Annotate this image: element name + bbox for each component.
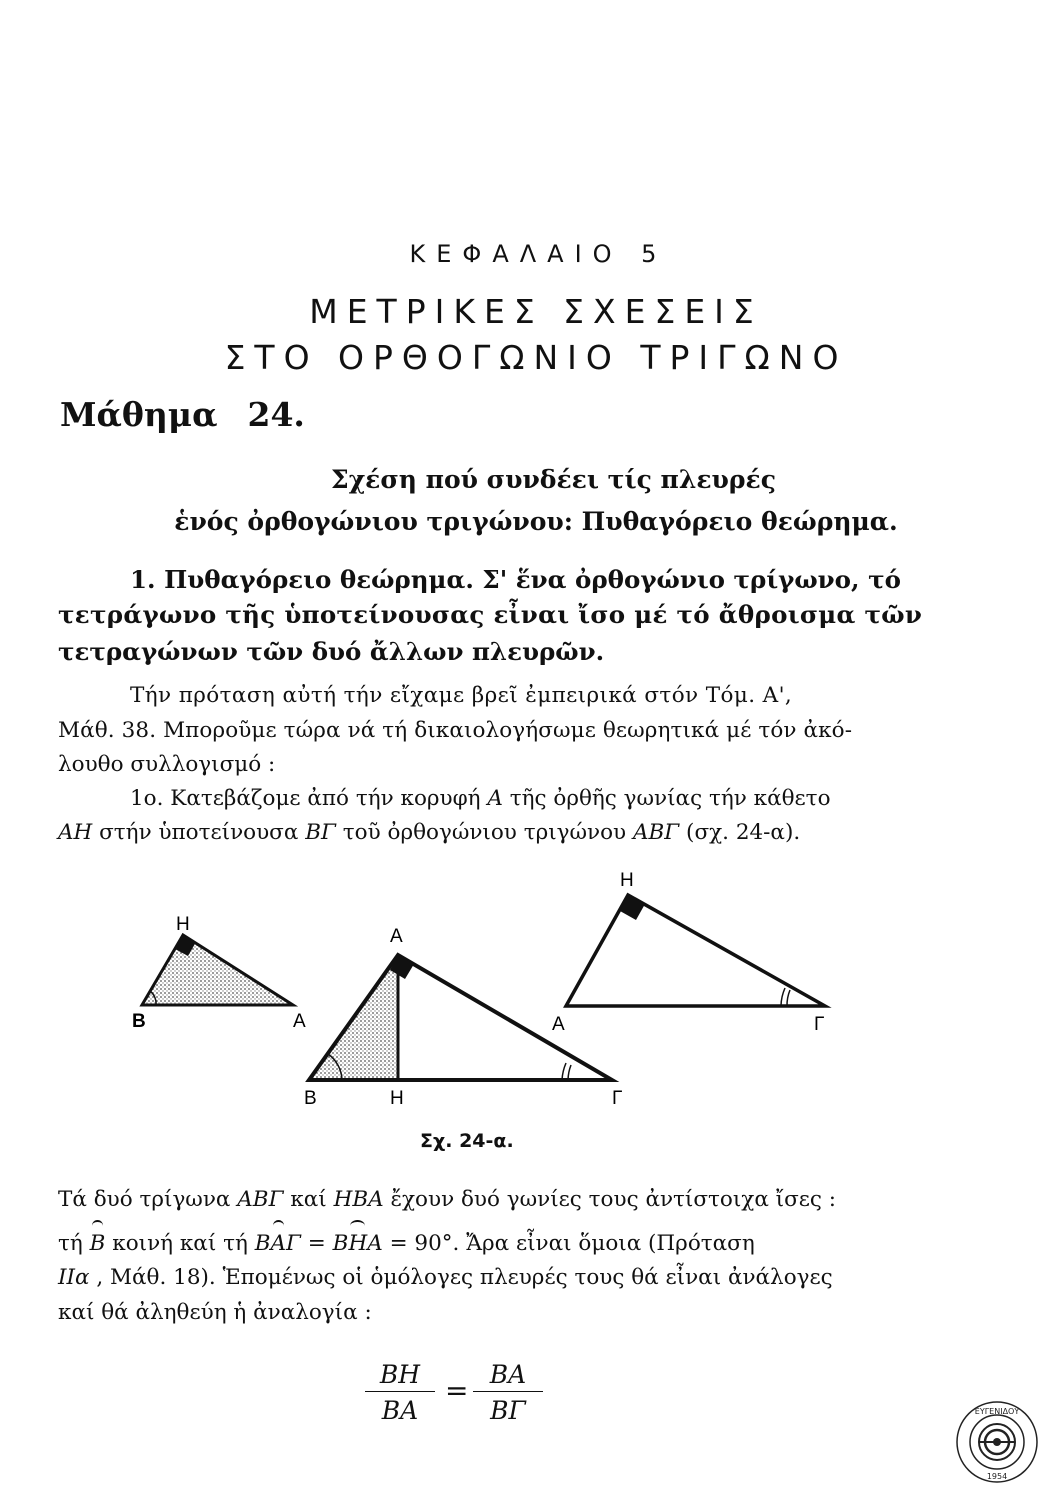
fraction-right bbox=[473, 1360, 543, 1425]
step1-line-1 bbox=[130, 786, 831, 811]
middle-label-H: Η bbox=[390, 1088, 404, 1109]
p2-text-g: , Μάθ. 18). Ἑπομένως οἱ ὁμόλογες πλευρές τους θά εἶναι ἀνάλογες bbox=[89, 1265, 833, 1290]
angle-BAG-last: Γ bbox=[286, 1231, 301, 1256]
proposition-ref: ΙΙα bbox=[58, 1265, 90, 1290]
right-label-A: Α bbox=[552, 1014, 565, 1035]
paragraph1-line-2: Μάθ. 38. Μποροῦμε τώρα νά τή δικαιολογήσωμε θεωρητικά μέ τόν ἀκό- bbox=[58, 718, 853, 743]
proportion-equals: = bbox=[445, 1374, 469, 1407]
equals-sign: = bbox=[300, 1231, 333, 1256]
p2-text-c: ἔχουν δυό γωνίες τους ἀντίστοιχα ἴσες : bbox=[383, 1187, 837, 1212]
angle-BHA-vertex: Η bbox=[348, 1231, 368, 1256]
paragraph1-line-3: λουθο συλλογισμό : bbox=[58, 752, 276, 777]
chapter-title-line-1: ΜΕΤΡΙΚΕΣ ΣΧΕΣΕΙΣ bbox=[309, 292, 763, 331]
step1-text-e: (σχ. 24-α). bbox=[679, 820, 801, 845]
p2-text-f: = 90°. Ἄρα εἶναι ὅμοια (Πρόταση bbox=[382, 1231, 755, 1256]
paragraph1-line-1: Τήν πρόταση αὐτή τήν εἴχαμε βρεῖ ἐμπειρικά στόν Τόμ. Α', bbox=[130, 683, 793, 708]
paragraph2-line-3 bbox=[58, 1265, 833, 1290]
fraction-left-denominator: ΒΑ bbox=[381, 1396, 419, 1425]
paragraph2-line-4: καί θά ἀληθεύη ἡ ἀναλογία : bbox=[58, 1300, 372, 1325]
left-label-H: Η bbox=[176, 914, 190, 935]
angle-BAG-first: Β bbox=[254, 1231, 271, 1256]
lesson-heading bbox=[60, 395, 305, 434]
middle-angle-G-arc-2 bbox=[562, 1063, 566, 1080]
right-label-H: Η bbox=[620, 870, 634, 891]
p2-text-e: κοινή καί τή bbox=[105, 1231, 255, 1256]
figure-caption: Σχ. 24-α. bbox=[420, 1130, 514, 1152]
angle-BAG bbox=[255, 1231, 301, 1256]
step1-text-d: τοῦ ὀρθογώνιου τριγώνου bbox=[335, 820, 633, 845]
right-label-G: Γ bbox=[814, 1014, 825, 1035]
subheading-line-2: ἑνός ὀρθογώνιου τριγώνου: Πυθαγόρειο θεώρημα. bbox=[174, 507, 898, 536]
paragraph2-line-2 bbox=[58, 1231, 755, 1256]
paragraph2-line-1 bbox=[58, 1187, 836, 1212]
step1-text-c: στήν ὑποτείνουσα bbox=[92, 820, 306, 845]
lesson-number: 24. bbox=[247, 395, 305, 434]
subheading-line-1: Σχέση πού συνδέει τίς πλευρές bbox=[331, 465, 776, 494]
segment-BG: ΒΓ bbox=[305, 820, 336, 845]
middle-triangle bbox=[304, 926, 622, 1109]
left-triangle bbox=[132, 914, 306, 1032]
step1-text-a: 1ο. Κατεβάζομε ἀπό τήν κορυφή bbox=[130, 786, 488, 811]
lesson-label: Μάθημα bbox=[60, 395, 218, 434]
foundation-seal-logo bbox=[955, 1400, 1039, 1484]
p2-text-d: τή bbox=[58, 1231, 90, 1256]
step1-text-b: τῆς ὀρθῆς γωνίας τήν κάθετο bbox=[502, 786, 831, 811]
theorem-line-3: τετραγώνων τῶν δυό ἄλλων πλευρῶν. bbox=[58, 637, 605, 666]
fraction-right-denominator: ΒΓ bbox=[490, 1396, 526, 1425]
right-triangle-shape bbox=[566, 895, 825, 1006]
angle-B: Β bbox=[89, 1231, 106, 1256]
left-triangle-shape bbox=[142, 935, 293, 1005]
fraction-left-numerator: ΒΗ bbox=[365, 1360, 435, 1392]
chapter-heading: ΚΕΦΑΛΑΙΟ 5 bbox=[409, 240, 668, 268]
left-label-A: Α bbox=[293, 1011, 306, 1032]
triangle-ABG-ref: ΑΒΓ bbox=[237, 1187, 284, 1212]
fraction-left bbox=[365, 1360, 435, 1425]
middle-label-B: Β bbox=[304, 1088, 317, 1109]
middle-label-A: Α bbox=[390, 926, 403, 947]
vertex-A-label: Α bbox=[487, 786, 503, 811]
right-angle-G-arc-2 bbox=[781, 988, 785, 1006]
angle-BHA bbox=[333, 1231, 383, 1256]
chapter-title-line-2: ΣΤΟ ΟΡΘΟΓΩΝΙΟ ΤΡΙΓΩΝΟ bbox=[224, 338, 848, 377]
theorem-line-1: 1. Πυθαγόρειο θεώρημα. Σ' ἕνα ὀρθογώνιο τρίγωνο, τό bbox=[130, 565, 901, 594]
angle-BHA-first: Β bbox=[332, 1231, 349, 1256]
angle-BAG-vertex: Α bbox=[270, 1231, 287, 1256]
angle-BHA-last: Α bbox=[367, 1231, 383, 1256]
right-right-angle-mark bbox=[620, 895, 645, 920]
step1-line-2 bbox=[58, 820, 800, 845]
segment-AH: ΑΗ bbox=[58, 820, 93, 845]
p2-text-a: Τά δυό τρίγωνα bbox=[58, 1187, 238, 1212]
middle-angle-G-arc-1 bbox=[568, 1065, 571, 1080]
p2-text-b: καί bbox=[283, 1187, 334, 1212]
middle-label-G: Γ bbox=[612, 1088, 623, 1109]
right-triangle bbox=[552, 870, 825, 1035]
fraction-right-numerator: ΒΑ bbox=[473, 1360, 543, 1392]
left-label-B: Β bbox=[132, 1011, 146, 1032]
right-angle-G-arc-1 bbox=[787, 990, 790, 1006]
theorem-line-2: τετράγωνο τῆς ὑποτείνουσας εἶναι ἴσο μέ τό ἄθροισμα τῶν bbox=[58, 600, 923, 629]
svg-text:1954: 1954 bbox=[986, 1472, 1008, 1481]
svg-text:ΕΥΓΕΝΙΔΟΥ: ΕΥΓΕΝΙΔΟΥ bbox=[974, 1407, 1020, 1416]
triangle-ABG: ΑΒΓ bbox=[632, 820, 680, 845]
triangle-HBA-ref: ΗΒΑ bbox=[333, 1187, 384, 1212]
figure-24a bbox=[0, 860, 1047, 1130]
